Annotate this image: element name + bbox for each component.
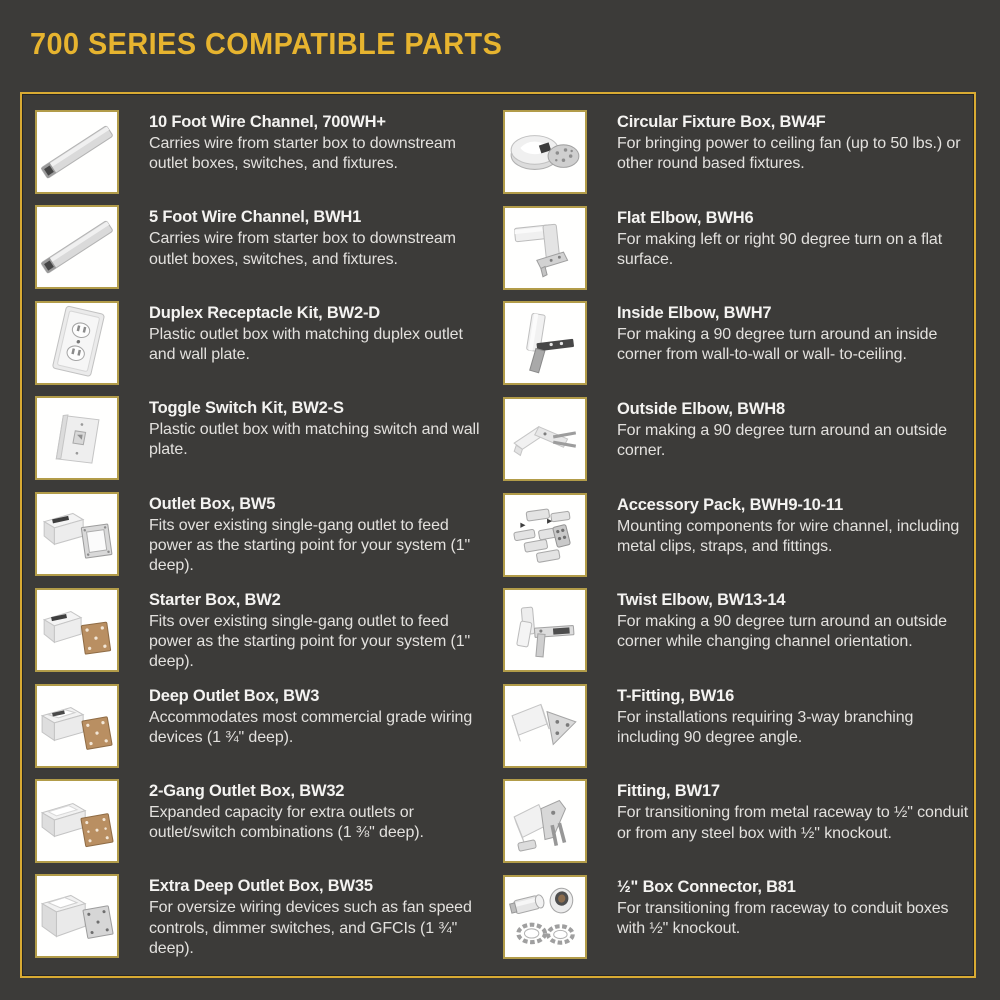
part-description: Expanded capacity for extra outlets or outlet/switch combinations (1 ⅜" deep). <box>149 804 424 842</box>
part-item <box>35 301 486 385</box>
wire-channel-icon <box>38 208 116 286</box>
part-item <box>35 396 486 480</box>
outlet-box-icon <box>38 495 116 573</box>
part-item <box>35 205 486 289</box>
part-title: Toggle Switch Kit, BW2-S <box>149 398 344 418</box>
part-thumbnail <box>35 492 119 576</box>
extra-deep-outlet-box-icon <box>38 877 116 955</box>
circular-fixture-box-icon <box>506 113 584 191</box>
part-description: For transitioning from metal raceway to ½" conduit or from any steel box with ½" knockout. <box>617 804 969 842</box>
outside-elbow-icon <box>506 400 584 478</box>
part-title: ½" Box Connector, B81 <box>617 877 796 896</box>
part-description: For transitioning from raceway to conduit boxes with ½" knockout. <box>617 900 949 938</box>
part-thumbnail <box>35 205 119 289</box>
part-description: Plastic outlet box with matching duplex outlet and wall plate. <box>149 325 463 364</box>
part-description: For making a 90 degree turn around an inside corner from wall-to-wall or wall- to-ceiling. <box>617 326 938 364</box>
part-description: For making a 90 degree turn around an outside corner. <box>617 421 947 460</box>
part-thumbnail <box>35 588 119 672</box>
part-thumbnail <box>503 875 587 959</box>
part-item <box>35 492 486 576</box>
page-title: 700 SERIES COMPATIBLE PARTS <box>30 26 503 61</box>
part-title: Outlet Box, BW5 <box>149 493 276 513</box>
part-thumbnail <box>35 779 119 863</box>
part-title: 10 Foot Wire Channel, 700WH+ <box>149 112 386 131</box>
part-thumbnail <box>35 684 119 768</box>
starter-box-icon <box>38 591 116 669</box>
part-item <box>35 684 486 768</box>
part-item <box>503 588 970 672</box>
twist-elbow-icon <box>506 591 584 669</box>
part-thumbnail <box>503 301 587 385</box>
part-item <box>35 779 486 863</box>
part-thumbnail <box>503 684 587 768</box>
part-description: Carries wire from starter box to downstream outlet boxes, switches, and fixtures. <box>149 135 456 173</box>
part-item <box>503 206 970 290</box>
part-description: Accommodates most commercial grade wiring devices (1 ¾" deep). <box>149 708 473 746</box>
part-title: Flat Elbow, BWH6 <box>617 207 754 227</box>
part-thumbnail <box>35 396 119 480</box>
flat-elbow-icon <box>506 209 584 287</box>
t-fitting-icon <box>506 687 584 765</box>
part-item <box>503 110 970 194</box>
part-description: For installations requiring 3-way branching including 90 degree angle. <box>617 708 914 746</box>
part-description: Fits over existing single-gang outlet to feed power as the starting point for your system (1" deep). <box>149 516 471 575</box>
part-title: Duplex Receptacle Kit, BW2-D <box>149 302 380 322</box>
toggle-switch-icon <box>38 399 116 477</box>
part-item <box>503 493 970 577</box>
part-title: Fitting, BW17 <box>617 781 720 801</box>
part-title: Inside Elbow, BWH7 <box>617 303 772 323</box>
part-title: Twist Elbow, BW13-14 <box>617 590 786 610</box>
part-description: Mounting components for wire channel, including metal clips, straps, and fittings. <box>617 517 960 555</box>
part-thumbnail <box>503 779 587 863</box>
part-description: Plastic outlet box with matching switch and wall plate. <box>149 421 480 459</box>
part-description: Carries wire from starter box to downstream outlet boxes, switches, and fixtures. <box>149 230 456 268</box>
part-thumbnail <box>503 588 587 672</box>
duplex-receptacle-icon <box>38 304 116 382</box>
part-description: For making a 90 degree turn around an outside corner while changing channel orientation. <box>617 613 947 651</box>
wire-channel-icon <box>38 113 116 191</box>
part-item <box>35 588 486 672</box>
part-title: Extra Deep Outlet Box, BW35 <box>149 876 373 896</box>
part-item <box>503 397 970 481</box>
part-item <box>503 301 970 385</box>
two-gang-outlet-box-icon <box>38 782 116 860</box>
part-thumbnail <box>503 110 587 194</box>
part-thumbnail <box>35 301 119 385</box>
accessory-pack-icon <box>506 496 584 574</box>
part-description: Fits over existing single-gang outlet to feed power as the starting point for your system (1" deep). <box>149 612 471 670</box>
inside-elbow-icon <box>506 304 584 382</box>
part-title: Starter Box, BW2 <box>149 589 281 609</box>
part-thumbnail <box>35 110 119 194</box>
part-item <box>503 875 970 959</box>
part-description: For oversize wiring devices such as fan speed controls, dimmer switches, and GFCIs (1 ¾" deep). <box>149 899 472 957</box>
part-item <box>503 779 970 863</box>
box-connector-icon <box>506 878 584 956</box>
part-title: Circular Fixture Box, BW4F <box>617 112 826 131</box>
part-title: 5 Foot Wire Channel, BWH1 <box>149 207 362 227</box>
part-thumbnail <box>503 397 587 481</box>
part-thumbnail <box>35 874 119 958</box>
parts-column-left <box>22 94 490 976</box>
part-thumbnail <box>503 493 587 577</box>
part-title: Outside Elbow, BWH8 <box>617 398 785 418</box>
part-description: For making left or right 90 degree turn on a flat surface. <box>617 230 943 268</box>
part-thumbnail <box>503 206 587 290</box>
part-item <box>503 684 970 768</box>
part-title: Deep Outlet Box, BW3 <box>149 685 320 705</box>
parts-panel <box>20 92 976 978</box>
part-item <box>35 874 486 958</box>
deep-outlet-box-icon <box>38 687 116 765</box>
part-title: Accessory Pack, BWH9-10-11 <box>617 494 843 514</box>
part-title: T-Fitting, BW16 <box>617 685 735 705</box>
part-description: For bringing power to ceiling fan (up to 50 lbs.) or other round based fixtures. <box>617 135 961 173</box>
fitting-icon <box>506 782 584 860</box>
parts-column-right <box>490 94 974 976</box>
part-item <box>35 110 486 194</box>
part-title: 2-Gang Outlet Box, BW32 <box>149 781 345 800</box>
